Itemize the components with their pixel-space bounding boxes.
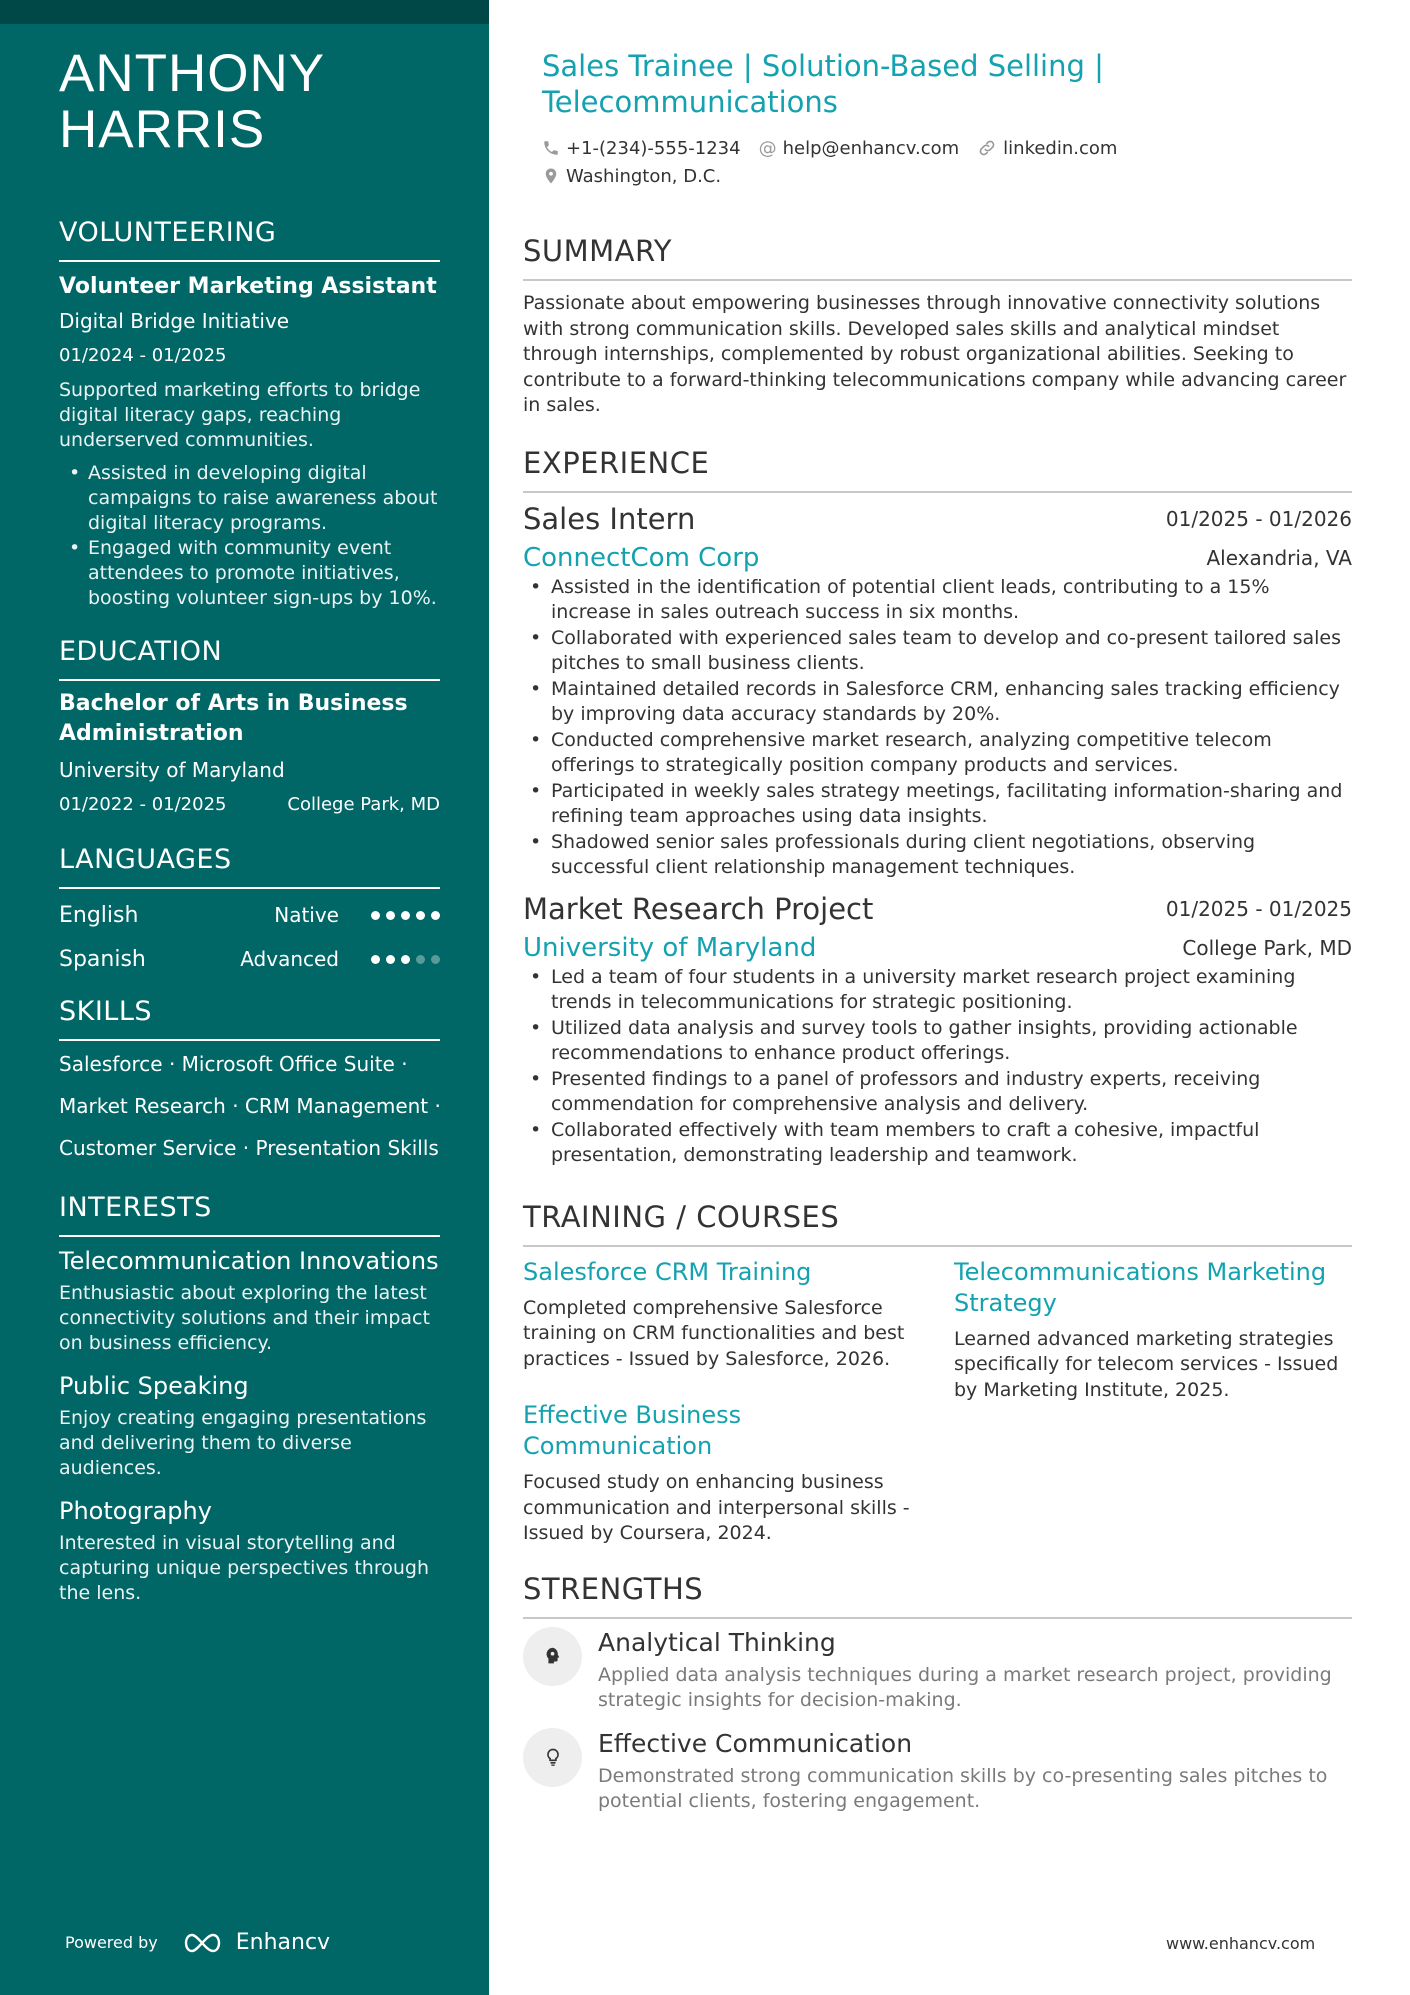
contact-phone[interactable]: [542, 138, 741, 159]
job-bullet: • Conducted comprehensive market research, analyzing competitive telecom offerings to strategically position company products and services.: [527, 728, 1352, 779]
language-rating: [371, 911, 440, 920]
summary-heading: SUMMARY: [523, 233, 1352, 281]
contact-email[interactable]: [759, 138, 960, 159]
job-entry: [523, 501, 1352, 881]
course-entry: [523, 1400, 920, 1547]
strength-icon-circle: [523, 1728, 582, 1787]
language-level: Advanced: [240, 947, 339, 971]
rating-dot-empty: [431, 955, 440, 964]
resume-headline: Sales Trainee | Solution-Based Selling | Telecommunications: [542, 49, 1104, 119]
rating-dot-filled: [371, 911, 380, 920]
education-location: College Park, MD: [287, 794, 440, 815]
volunteer-dates: 01/2024 - 01/2025: [59, 345, 227, 366]
job-title: Market Research Project: [523, 891, 874, 926]
interest-title: Telecommunication Innovations: [59, 1247, 439, 1275]
skills-line: Customer Service · Presentation Skills: [59, 1136, 439, 1160]
interest-title: Public Speaking: [59, 1372, 249, 1400]
enhancv-brand-text: Enhancv: [235, 1930, 331, 1955]
footer-website-link[interactable]: www.enhancv.com: [1166, 1934, 1316, 1953]
interests-section: [59, 1191, 440, 1606]
rating-dot-empty: [416, 955, 425, 964]
strength-title: Effective Communication: [598, 1728, 913, 1758]
language-row: [59, 893, 440, 937]
phone-icon: [542, 139, 560, 157]
job-bullet: • Maintained detailed records in Salesforce CRM, enhancing sales tracking efficiency by improving data accuracy standards by 20%.: [527, 677, 1352, 728]
main-column: [523, 233, 1352, 1815]
interest-title: Photography: [59, 1497, 212, 1525]
job-title: Sales Intern: [523, 501, 696, 536]
language-name: Spanish: [59, 946, 146, 972]
course-title: Telecommunications Marketing Strategy: [954, 1257, 1327, 1317]
rating-dot-filled: [386, 955, 395, 964]
job-bullet: • Led a team of four students in a university market research project examining trends in telecommunications for strategic positioning.: [527, 965, 1352, 1016]
sidebar: [0, 0, 489, 1995]
email-text: help@enhancv.com: [782, 137, 960, 159]
strength-description: Applied data analysis techniques during a market research project, providing strategic insights for decision-making.: [598, 1663, 1332, 1711]
strengths-heading: STRENGTHS: [523, 1571, 1352, 1619]
course-title: Salesforce CRM Training: [523, 1257, 812, 1286]
interest-description: Interested in visual storytelling and capturing unique perspectives through the lens.: [59, 1532, 429, 1604]
contact-info: [542, 134, 1322, 190]
candidate-name: [59, 46, 440, 158]
languages-section: [59, 843, 440, 981]
job-company: ConnectCom Corp: [523, 542, 760, 573]
job-bullet: • Assisted in the identification of potential client leads, contributing to a 15% increase in sales outreach success in six months.: [527, 575, 1352, 626]
job-bullet: • Presented findings to a panel of professors and industry experts, receiving commendation for comprehensive analysis and delivery.: [527, 1067, 1352, 1118]
job-bullets: [527, 965, 1352, 1169]
interests-heading: INTERESTS: [59, 1191, 440, 1237]
location-pin-icon: [542, 166, 560, 186]
training-section: [523, 1199, 1352, 1547]
strength-item: [523, 1728, 1352, 1815]
powered-by: [65, 1930, 330, 1955]
job-company: University of Maryland: [523, 932, 817, 963]
education-heading: EDUCATION: [59, 635, 440, 681]
strength-title: Analytical Thinking: [598, 1627, 836, 1657]
skills-line: Salesforce · Microsoft Office Suite ·: [59, 1052, 408, 1076]
course-description: Completed comprehensive Salesforce training on CRM functionalities and best practices - Issued by Salesforce, 2026.: [523, 1296, 905, 1370]
course-description: Learned advanced marketing strategies specifically for telecom services - Issued by Marketing Institute, 2025.: [954, 1327, 1339, 1401]
interest-description: Enjoy creating engaging presentations and delivering them to diverse audiences.: [59, 1407, 427, 1479]
name-line-2: HARRIS: [59, 100, 266, 159]
volunteering-section: [59, 216, 440, 611]
sidebar-top-band: [0, 0, 489, 24]
name-line-1: ANTHONY: [59, 44, 326, 103]
experience-heading: EXPERIENCE: [523, 445, 1352, 493]
rating-dot-filled: [431, 911, 440, 920]
strength-description: Demonstrated strong communication skills by co-presenting sales pitches to potential clients, fostering engagement.: [598, 1764, 1328, 1812]
volunteer-bullets: [69, 461, 440, 611]
contact-linkedin[interactable]: [977, 138, 1117, 159]
brain-icon: [542, 1645, 564, 1667]
job-dates: 01/2025 - 01/2026: [1165, 506, 1352, 531]
education-school: University of Maryland: [59, 758, 285, 782]
volunteer-bullet: • Engaged with community event attendees to promote initiatives, boosting volunteer sign-ups by 10%.: [69, 536, 440, 611]
at-icon: @: [758, 137, 777, 159]
languages-heading: LANGUAGES: [59, 843, 440, 889]
education-degree: Bachelor of Arts in Business Administration: [59, 691, 408, 746]
job-bullet: • Utilized data analysis and survey tools to gather insights, providing actionable recommendations to enhance product offerings.: [527, 1016, 1352, 1067]
job-bullet: • Collaborated with experienced sales team to develop and co-present tailored sales pitches to small business clients.: [527, 626, 1352, 677]
powered-by-label: Powered by: [65, 1933, 158, 1952]
course-entry: [523, 1257, 920, 1373]
lightbulb-icon: [543, 1746, 563, 1768]
language-row: [59, 937, 440, 981]
course-title: Effective Business Communication: [523, 1401, 742, 1460]
language-name: English: [59, 902, 139, 928]
summary-text: Passionate about empowering businesses through innovative connectivity solutions with strong communication skills. Developed sales skills and analytical mindset through internships, complemented by robust organizational abilities. Seeking to contribute to a forward-thinking telecommunications company while advancing career in sales.: [523, 292, 1347, 416]
language-rating: [371, 955, 440, 964]
job-bullet: • Participated in weekly sales strategy meetings, facilitating information-sharing and refining team approaches using data insights.: [527, 779, 1352, 830]
volunteer-bullet: • Assisted in developing digital campaigns to raise awareness about digital literacy programs.: [69, 461, 440, 536]
skills-section: [59, 995, 440, 1169]
volunteer-description: Supported marketing efforts to bridge digital literacy gaps, reaching underserved communities.: [59, 379, 421, 451]
location-text: Washington, D.C.: [566, 165, 722, 187]
rating-dot-filled: [416, 911, 425, 920]
job-dates: 01/2025 - 01/2025: [1165, 896, 1352, 921]
rating-dot-filled: [401, 955, 410, 964]
education-dates: 01/2022 - 01/2025: [59, 794, 227, 815]
job-bullet: • Collaborated effectively with team members to craft a cohesive, impactful presentation, demonstrating leadership and teamwork.: [527, 1118, 1352, 1169]
summary-section: [523, 233, 1352, 419]
enhancv-logo[interactable]: [180, 1930, 330, 1955]
rating-dot-filled: [386, 911, 395, 920]
course-description: Focused study on enhancing business communication and interpersonal skills - Issued by Coursera, 2024.: [523, 1471, 910, 1544]
volunteering-heading: VOLUNTEERING: [59, 216, 440, 262]
rating-dot-filled: [401, 911, 410, 920]
phone-text: +1-(234)-555-1234: [566, 137, 741, 159]
interest-description: Enthusiastic about exploring the latest connectivity solutions and their impact on business efficiency.: [59, 1282, 430, 1354]
course-entry: [954, 1257, 1352, 1404]
job-location: College Park, MD: [1182, 935, 1352, 960]
enhancv-infinity-icon: [180, 1931, 226, 1955]
job-location: Alexandria, VA: [1206, 545, 1352, 570]
rating-dot-filled: [371, 955, 380, 964]
job-entry: [523, 891, 1352, 1169]
language-level: Native: [274, 903, 339, 927]
contact-location: [542, 166, 721, 187]
training-heading: TRAINING / COURSES: [523, 1199, 1352, 1247]
job-bullets: [527, 575, 1352, 881]
strength-icon-circle: [523, 1627, 582, 1686]
strengths-section: [523, 1571, 1352, 1815]
job-bullet: • Shadowed senior sales professionals during client negotiations, observing successful client relationship management techniques.: [527, 830, 1352, 881]
linkedin-text: linkedin.com: [1003, 137, 1118, 159]
volunteer-title: Volunteer Marketing Assistant: [59, 274, 437, 299]
strength-item: [523, 1627, 1352, 1714]
link-icon: [977, 138, 997, 158]
education-section: [59, 635, 440, 817]
skills-heading: SKILLS: [59, 995, 440, 1041]
experience-section: [523, 445, 1352, 1169]
skills-line: Market Research · CRM Management ·: [59, 1094, 441, 1118]
volunteer-org: Digital Bridge Initiative: [59, 309, 290, 333]
